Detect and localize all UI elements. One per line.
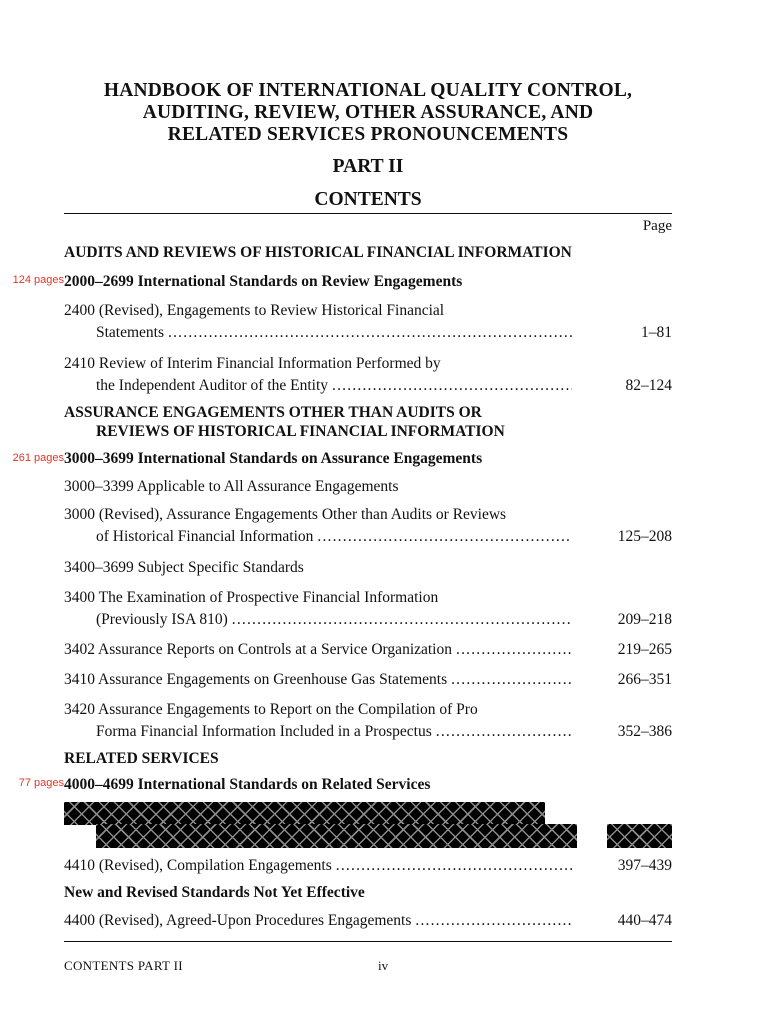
page-count-annotation: 77 pages xyxy=(18,777,64,789)
subgroup-all-assurance: 3000–3399 Applicable to All Assurance Engagements xyxy=(64,478,399,495)
section-assurance-engagements xyxy=(64,403,505,441)
section-related-services: RELATED SERVICES xyxy=(64,750,219,767)
entry-title-line: Forma Financial Information Included in a Prospectus xyxy=(96,723,432,740)
entry-title-line: 3400 The Examination of Prospective Financial Information xyxy=(64,589,439,606)
section-line: ASSURANCE ENGAGEMENTS OTHER THAN AUDITS OR xyxy=(64,404,482,421)
entry-title-line: the Independent Auditor of the Entity xyxy=(96,377,329,394)
series-review-engagements: 2000–2699 International Standards on Review Engagements xyxy=(64,273,463,290)
section-new-revised: New and Revised Standards Not Yet Effective xyxy=(64,884,365,901)
series-related-services: 4000–4699 International Standards on Related Services xyxy=(64,776,431,793)
toc-entry-2400[interactable] xyxy=(64,300,672,344)
part-heading: PART II xyxy=(332,156,404,177)
dot-leader xyxy=(336,855,572,877)
redaction-block xyxy=(96,824,577,848)
section-audits-reviews: AUDITS AND REVIEWS OF HISTORICAL FINANCIAL INFORMATION xyxy=(64,244,572,261)
dot-leader xyxy=(168,322,572,344)
page-range: 1–81 xyxy=(641,324,672,341)
toc-entry-4410[interactable] xyxy=(64,855,672,877)
entry-title-line: 2410 Review of Interim Financial Information Performed by xyxy=(64,355,441,372)
dot-leader xyxy=(451,669,572,691)
dot-leader xyxy=(456,639,572,661)
page-range: 440–474 xyxy=(617,912,672,929)
toc-entry-3402[interactable] xyxy=(64,639,672,661)
entry-title-line: 2400 (Revised), Engagements to Review Historical Financial xyxy=(64,302,445,319)
contents-heading: CONTENTS xyxy=(314,189,422,210)
page-range: 219–265 xyxy=(617,641,672,658)
handbook-title xyxy=(40,80,696,146)
dot-leader xyxy=(436,721,572,743)
entry-title-line: 4410 (Revised), Compilation Engagements xyxy=(64,857,332,874)
toc-entry-3000[interactable] xyxy=(64,504,672,548)
toc-entry-3410[interactable] xyxy=(64,669,672,691)
redaction-block xyxy=(64,802,545,825)
dot-leader xyxy=(317,526,572,548)
title-line-1: HANDBOOK OF INTERNATIONAL QUALITY CONTROL, xyxy=(103,80,633,101)
entry-title-line: 3410 Assurance Engagements on Greenhouse Gas Statements xyxy=(64,671,448,688)
page-range: 209–218 xyxy=(617,611,672,628)
series-assurance-engagements: 3000–3699 International Standards on Assurance Engagements xyxy=(64,450,483,467)
section-line: REVIEWS OF HISTORICAL FINANCIAL INFORMATION xyxy=(96,423,505,440)
entry-title-line: of Historical Financial Information xyxy=(96,528,314,545)
entry-title-line: 4400 (Revised), Agreed-Upon Procedures Engagements xyxy=(64,912,412,929)
toc-entry-4400[interactable] xyxy=(64,910,672,932)
top-rule xyxy=(64,213,672,214)
title-line-2: AUDITING, REVIEW, OTHER ASSURANCE, AND xyxy=(142,102,594,123)
dot-leader xyxy=(332,375,572,397)
toc-entry-3420[interactable] xyxy=(64,699,672,743)
footer-page-number: iv xyxy=(378,958,389,973)
bottom-rule xyxy=(64,941,672,942)
toc-entry-2410[interactable] xyxy=(64,353,672,397)
page-count-annotation: 261 pages xyxy=(12,452,64,464)
page-range: 82–124 xyxy=(625,377,672,394)
dot-leader xyxy=(232,609,572,631)
toc-entry-3400[interactable] xyxy=(64,587,672,631)
entry-title-line: 3000 (Revised), Assurance Engagements Other than Audits or Reviews xyxy=(64,506,507,523)
dot-leader xyxy=(415,910,572,932)
title-line-3: RELATED SERVICES PRONOUNCEMENTS xyxy=(167,124,569,145)
entry-title-line: (Previously ISA 810) xyxy=(96,611,228,628)
page-count-annotation: 124 pages xyxy=(12,274,64,286)
entry-title-line: 3402 Assurance Reports on Controls at a Service Organization xyxy=(64,641,452,658)
redaction-block xyxy=(607,824,672,848)
page-range: 266–351 xyxy=(617,671,672,688)
subgroup-subject-specific: 3400–3699 Subject Specific Standards xyxy=(64,559,304,576)
page-range: 125–208 xyxy=(617,528,672,545)
page-range: 352–386 xyxy=(617,723,672,740)
page-column-header: Page xyxy=(642,218,672,234)
entry-title-line: 3420 Assurance Engagements to Report on the Compilation of Pro xyxy=(64,701,478,718)
entry-title-line: Statements xyxy=(96,324,165,341)
page-range: 397–439 xyxy=(617,857,672,874)
footer-section-label: CONTENTS PART II xyxy=(64,958,183,973)
